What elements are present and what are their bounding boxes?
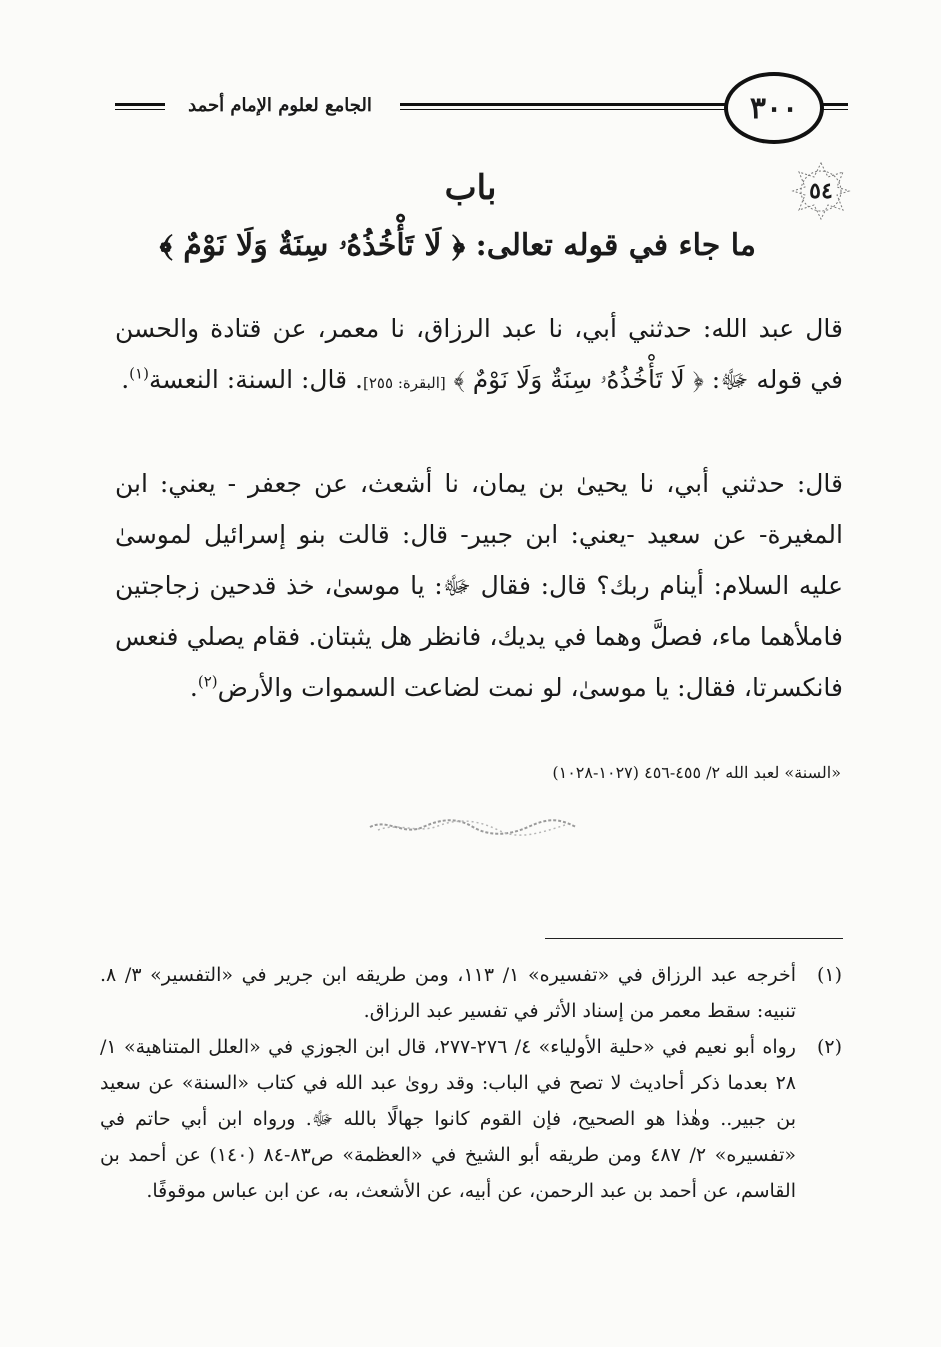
header-rule-mid-thick xyxy=(400,103,726,106)
running-title: الجامع لعلوم الإمام أحمد xyxy=(188,95,372,116)
footnote-marker-1: (١) xyxy=(129,364,149,383)
page-number-oval xyxy=(724,72,824,144)
footnote-text: أخرجه عبد الرزاق في «تفسيره» ١/ ١١٣، ومن طريقه ابن جرير في «التفسير» ٣/ ٨. تنبيه: سقط معمر من إسناد الأثر في تفسير عبد الرزاق. xyxy=(100,964,796,1022)
flourish-icon xyxy=(368,818,578,836)
header-rule-left-thin xyxy=(115,109,165,110)
source-citation: «السنة» لعبد الله ٢/ ٤٥٥-٤٥٦ (١٠٢٧-١٠٢٨) xyxy=(552,763,841,782)
chapter-title: باب xyxy=(444,168,497,208)
footnotes xyxy=(100,957,842,1209)
footnote-text: رواه أبو نعيم في «حلية الأولياء» ٤/ ٢٧٦-٢٧٧، قال ابن الجوزي في «العلل المتناهية» ١/ ٢٨ بعدما ذكر أحاديث لا تصح في الباب: وقد روىٰ عبد الله في كتاب «السنة» عن سعيد بن جبير.. وهٰذا هو الصحيح، فإن القوم كانوا جهالًا بالله ﷻ. ورواه ابن أبي حاتم في «تفسيره» ٢/ ٤٨٧ ومن طريقه أبو الشيخ في «العظمة» ص٨٣-٨٤ (١٤٠) عن أحمد بن القاسم، عن أحمد بن عبد الرحمن، عن أبيه، عن الأشعث، به، عن ابن عباس موقوفًا. xyxy=(100,1036,796,1202)
paragraph-2: قال: حدثني أبي، نا يحيىٰ بن يمان، نا أشعث، عن جعفر - يعني: ابن المغيرة- عن سعيد -يعني: ابن جبير- قال: قالت بنو إسرائيل لموسىٰ عليه السلام: أينام ربك؟ قال: فقال ﷻ: يا موسىٰ، خذ قدحين زجاجتين فاملأهما ماء، فصلَّ وهما في يديك، فانظر هل يثبتان. فقام يصلي فنعس فانكسرتا، فقال: يا موسىٰ، لو نمت لضاعت السموات والأرض$^{(٢)}$. xyxy=(115,469,843,702)
footnote-rule xyxy=(545,938,843,939)
footnote-marker-2: (٢) xyxy=(197,672,218,691)
chapter-heading: ما جاء في قوله تعالى: ﴿ لَا تَأْخُذُهُۥ سِنَةٌ وَلَا نَوْمٌ ﴾ xyxy=(159,228,756,263)
paragraph-1: قال عبد الله: حدثني أبي، نا عبد الرزاق، نا معمر، عن قتادة والحسن في قوله ﷻ: ﴿ لَا تَأْخُذُهُۥ سِنَةٌ وَلَا نَوْمٌ ﴾ [البقرة: ٢٥٥]. قال: السنة: النعسة$^{(١)}$. xyxy=(115,314,843,394)
paragraph-1-end: . قال: السنة: النعسة xyxy=(148,365,364,394)
footnote-number: (٢) xyxy=(816,1036,842,1058)
paragraph-2-text: قال: حدثني أبي، نا يحيىٰ بن يمان، نا أشعث، عن جعفر - يعني: ابن المغيرة- عن سعيد -يعني: ابن جبير- قال: قالت بنو إسرائيل لموسىٰ عليه السلام: أينام ربك؟ قال: فقال ﷻ: يا موسىٰ، خذ قدحين زجاجتين فاملأهما ماء، فصلَّ وهما في يديك، فانظر هل يثبتان. فقام يصلي فنعس فانكسرتا، فقال: يا موسىٰ، لو نمت لضاعت السموات والأرض xyxy=(115,469,843,702)
quran-reference: [البقرة: ٢٥٥] xyxy=(363,374,446,392)
header-rule-mid-thin xyxy=(400,109,726,110)
header-rule-right-thin xyxy=(822,109,848,110)
page-number: ٣٠٠ xyxy=(749,90,799,126)
footnote-1 xyxy=(100,957,842,1029)
header-rule-left-thick xyxy=(115,103,165,106)
chapter-number: ٥٤ xyxy=(809,178,833,204)
header-rule-right-thick xyxy=(822,103,848,106)
footnote-2 xyxy=(100,1029,842,1209)
divider-ornament xyxy=(368,818,578,836)
footnote-number: (١) xyxy=(816,964,842,986)
paragraph-1-text: قال عبد الله: حدثني أبي، نا عبد الرزاق، نا معمر، عن قتادة والحسن في قوله ﷻ: ﴿ لَا تَأْخُذُهُۥ سِنَةٌ وَلَا نَوْمٌ ﴾ xyxy=(115,314,843,394)
